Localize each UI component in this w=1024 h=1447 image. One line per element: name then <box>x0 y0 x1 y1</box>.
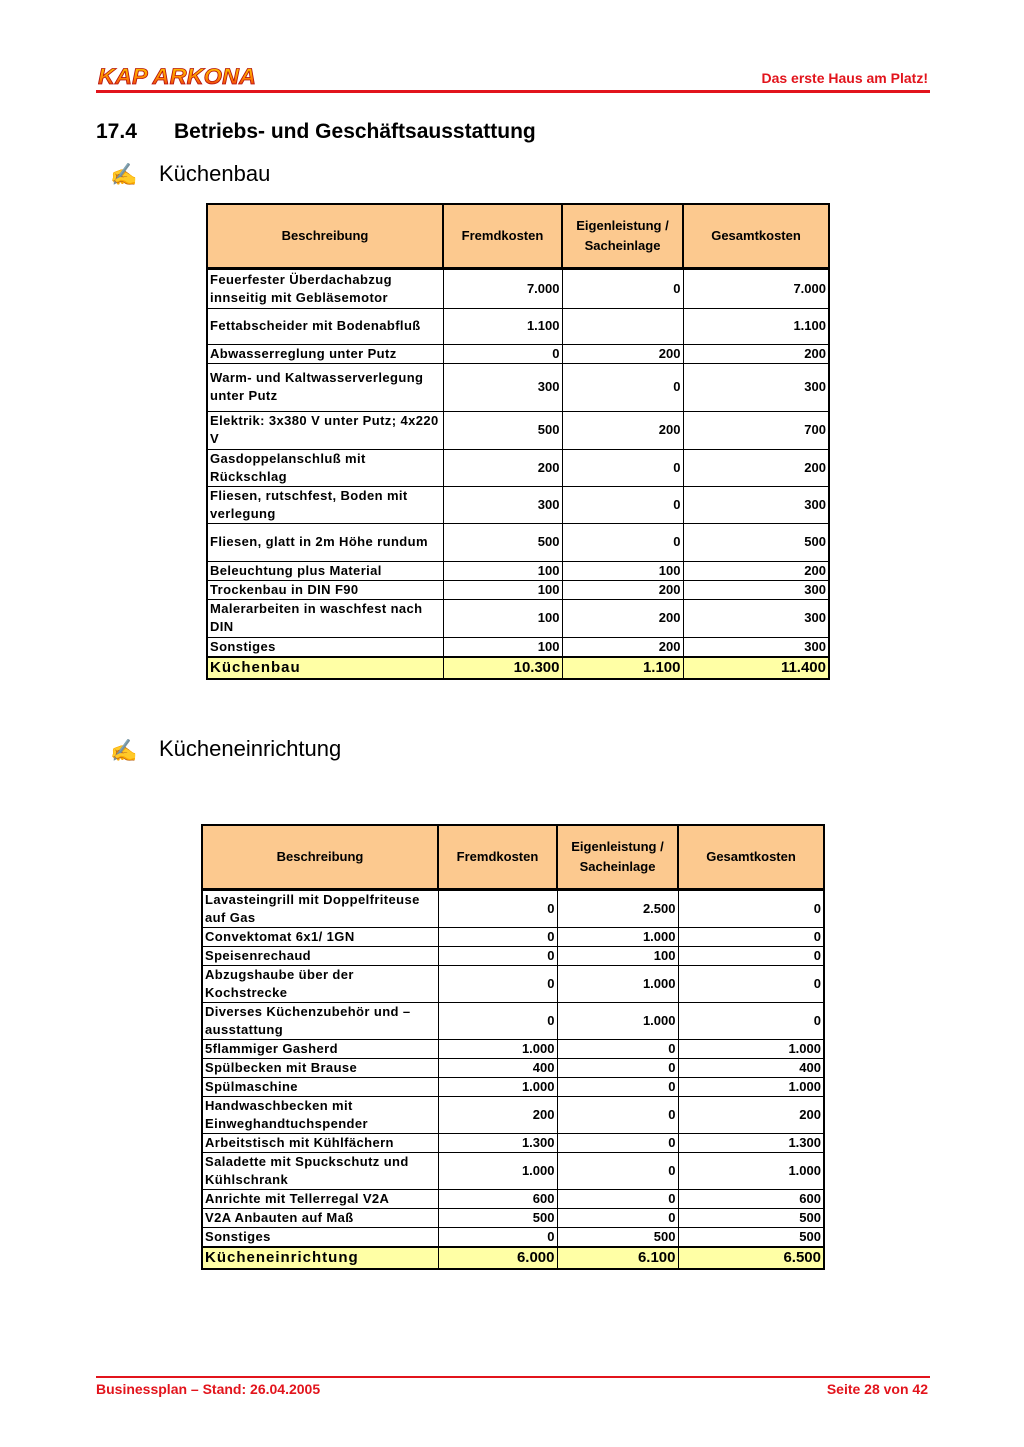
cell-fremdkosten: 1.000 <box>438 1152 557 1189</box>
table-row <box>202 889 824 927</box>
total-fremdkosten: 6.000 <box>438 1247 557 1269</box>
table-row <box>207 486 829 523</box>
cell-gesamtkosten: 300 <box>683 637 829 657</box>
total-gesamtkosten: 11.400 <box>683 657 829 679</box>
cell-fremdkosten: 100 <box>443 637 562 657</box>
cell-description: Fliesen, rutschfest, Boden mit verlegung <box>207 486 443 523</box>
cell-gesamtkosten: 200 <box>683 561 829 580</box>
cell-description: Trockenbau in DIN F90 <box>207 580 443 599</box>
section-title: Betriebs- und Geschäftsausstattung <box>174 120 536 143</box>
cell-description: Convektomat 6x1/ 1GN <box>202 927 438 946</box>
cell-gesamtkosten: 300 <box>683 363 829 411</box>
table-row <box>207 523 829 561</box>
table-row <box>207 599 829 637</box>
cell-fremdkosten: 0 <box>438 1002 557 1039</box>
cell-fremdkosten: 200 <box>438 1096 557 1133</box>
cell-description: Abwasserreglung unter Putz <box>207 344 443 363</box>
col-header-fremdkosten: Fremdkosten <box>443 204 562 268</box>
total-gesamtkosten: 6.500 <box>678 1247 824 1269</box>
table-row <box>202 1039 824 1058</box>
table-row <box>207 344 829 363</box>
header-tagline: Das erste Haus am Platz! <box>761 70 928 86</box>
cell-fremdkosten: 100 <box>443 599 562 637</box>
table-row <box>202 965 824 1002</box>
table-row <box>207 308 829 344</box>
cell-description: Saladette mit Spuckschutz und Kühlschrank <box>202 1152 438 1189</box>
cell-fremdkosten: 0 <box>438 1227 557 1247</box>
cell-eigenleistung: 2.500 <box>557 889 678 927</box>
cell-eigenleistung: 500 <box>557 1227 678 1247</box>
cell-eigenleistung: 0 <box>562 449 683 486</box>
cell-description: Fliesen, glatt in 2m Höhe rundum <box>207 523 443 561</box>
table-row <box>202 1189 824 1208</box>
cell-fremdkosten: 600 <box>438 1189 557 1208</box>
cell-eigenleistung: 0 <box>557 1152 678 1189</box>
cell-description: Arbeitstisch mit Kühlfächern <box>202 1133 438 1152</box>
total-eigenleistung: 6.100 <box>557 1247 678 1269</box>
total-row <box>207 657 829 679</box>
table-row <box>202 1058 824 1077</box>
cell-gesamtkosten: 500 <box>678 1208 824 1227</box>
header-divider <box>96 90 930 93</box>
cell-eigenleistung: 200 <box>562 599 683 637</box>
cell-fremdkosten: 0 <box>438 927 557 946</box>
cell-fremdkosten: 1.000 <box>438 1077 557 1096</box>
kuechenbau-table <box>206 203 830 680</box>
cell-gesamtkosten: 500 <box>683 523 829 561</box>
cell-fremdkosten: 1.300 <box>438 1133 557 1152</box>
kuecheneinrichtung-table <box>201 824 825 1270</box>
kuecheneinrichtung-heading: Kücheneinrichtung <box>159 736 342 761</box>
col-header-eigenleistung: Eigenleistung / Sacheinlage <box>557 825 678 889</box>
total-fremdkosten: 10.300 <box>443 657 562 679</box>
cell-description: Abzugshaube über der Kochstrecke <box>202 965 438 1002</box>
total-label: Küchenbau <box>207 657 443 679</box>
table-header-row <box>207 204 829 268</box>
cell-gesamtkosten: 1.100 <box>683 308 829 344</box>
cell-eigenleistung: 0 <box>557 1189 678 1208</box>
cell-eigenleistung: 0 <box>562 268 683 308</box>
cell-gesamtkosten: 500 <box>678 1227 824 1247</box>
cell-description: Handwaschbecken mit Einweghandtuchspender <box>202 1096 438 1133</box>
total-eigenleistung: 1.100 <box>562 657 683 679</box>
cell-gesamtkosten: 0 <box>678 1002 824 1039</box>
col-header-fremdkosten: Fremdkosten <box>438 825 557 889</box>
col-header-eigenleistung: Eigenleistung / Sacheinlage <box>562 204 683 268</box>
table-row <box>207 449 829 486</box>
cell-eigenleistung: 0 <box>562 363 683 411</box>
table-row <box>207 637 829 657</box>
cell-gesamtkosten: 0 <box>678 927 824 946</box>
cell-fremdkosten: 0 <box>438 965 557 1002</box>
cell-gesamtkosten: 300 <box>683 599 829 637</box>
cell-fremdkosten: 7.000 <box>443 268 562 308</box>
table-row <box>202 946 824 965</box>
cell-eigenleistung: 0 <box>557 1058 678 1077</box>
table-row <box>202 1096 824 1133</box>
col-header-gesamtkosten: Gesamtkosten <box>678 825 824 889</box>
cell-gesamtkosten: 0 <box>678 946 824 965</box>
table-row <box>202 927 824 946</box>
cell-gesamtkosten: 0 <box>678 889 824 927</box>
cell-description: Lavasteingrill mit Doppelfriteuse auf Gas <box>202 889 438 927</box>
cell-description: Sonstiges <box>207 637 443 657</box>
cell-fremdkosten: 100 <box>443 561 562 580</box>
cell-description: Malerarbeiten in waschfest nach DIN <box>207 599 443 637</box>
cell-gesamtkosten: 7.000 <box>683 268 829 308</box>
cell-description: Speisenrechaud <box>202 946 438 965</box>
cell-fremdkosten: 300 <box>443 486 562 523</box>
cell-eigenleistung: 200 <box>562 637 683 657</box>
cell-description: V2A Anbauten auf Maß <box>202 1208 438 1227</box>
cell-description: Diverses Küchenzubehör und –ausstattung <box>202 1002 438 1039</box>
section-number: 17.4 <box>96 120 137 143</box>
table-row <box>207 268 829 308</box>
footer-document-info: Businessplan – Stand: 26.04.2005 <box>96 1381 321 1397</box>
cell-gesamtkosten: 400 <box>678 1058 824 1077</box>
cell-gesamtkosten: 600 <box>678 1189 824 1208</box>
table-row <box>202 1152 824 1189</box>
total-label: Kücheneinrichtung <box>202 1247 438 1269</box>
cell-description: Fettabscheider mit Bodenabfluß <box>207 308 443 344</box>
cell-eigenleistung: 200 <box>562 580 683 599</box>
cell-gesamtkosten: 1.300 <box>678 1133 824 1152</box>
table-header-row <box>202 825 824 889</box>
cell-eigenleistung: 200 <box>562 411 683 449</box>
table-row <box>207 411 829 449</box>
cell-description: Feuerfester Überdachabzug innseitig mit Gebläsemotor <box>207 268 443 308</box>
cell-eigenleistung: 1.000 <box>557 1002 678 1039</box>
col-header-gesamtkosten: Gesamtkosten <box>683 204 829 268</box>
cell-eigenleistung: 1.000 <box>557 927 678 946</box>
cell-description: Elektrik: 3x380 V unter Putz; 4x220 V <box>207 411 443 449</box>
cell-eigenleistung: 0 <box>557 1208 678 1227</box>
cell-gesamtkosten: 0 <box>678 965 824 1002</box>
cell-gesamtkosten: 200 <box>678 1096 824 1133</box>
pen-bullet-icon: ✍ <box>110 738 138 763</box>
pen-bullet-icon: ✍ <box>110 162 138 187</box>
cell-fremdkosten: 500 <box>443 523 562 561</box>
cell-eigenleistung: 1.000 <box>557 965 678 1002</box>
cell-eigenleistung: 0 <box>557 1096 678 1133</box>
cell-description: Warm- und Kaltwasserverlegung unter Putz <box>207 363 443 411</box>
cell-eigenleistung: 100 <box>562 561 683 580</box>
cell-gesamtkosten: 200 <box>683 344 829 363</box>
cell-fremdkosten: 300 <box>443 363 562 411</box>
table-row <box>207 580 829 599</box>
cell-fremdkosten: 100 <box>443 580 562 599</box>
table-row <box>202 1227 824 1247</box>
cell-description: 5flammiger Gasherd <box>202 1039 438 1058</box>
footer-page-number: Seite 28 von 42 <box>826 1381 928 1397</box>
kuechenbau-heading: Küchenbau <box>159 161 271 186</box>
cell-gesamtkosten: 300 <box>683 486 829 523</box>
table-row <box>207 363 829 411</box>
footer-divider <box>96 1376 930 1378</box>
cell-fremdkosten: 1.000 <box>438 1039 557 1058</box>
logo-text: KAP ARKONA <box>98 64 256 88</box>
cell-eigenleistung: 0 <box>562 486 683 523</box>
cell-gesamtkosten: 300 <box>683 580 829 599</box>
table-row <box>207 561 829 580</box>
cell-fremdkosten: 0 <box>438 889 557 927</box>
cell-eigenleistung: 0 <box>557 1133 678 1152</box>
cell-gesamtkosten: 1.000 <box>678 1152 824 1189</box>
cell-description: Beleuchtung plus Material <box>207 561 443 580</box>
cell-description: Gasdoppelanschluß mit Rückschlag <box>207 449 443 486</box>
kap-arkona-logo <box>96 64 260 88</box>
cell-eigenleistung <box>562 308 683 344</box>
cell-gesamtkosten: 1.000 <box>678 1039 824 1058</box>
table-row <box>202 1208 824 1227</box>
table-row <box>202 1077 824 1096</box>
cell-eigenleistung: 0 <box>557 1039 678 1058</box>
cell-gesamtkosten: 1.000 <box>678 1077 824 1096</box>
cell-fremdkosten: 200 <box>443 449 562 486</box>
cell-eigenleistung: 100 <box>557 946 678 965</box>
cell-fremdkosten: 1.100 <box>443 308 562 344</box>
cell-fremdkosten: 500 <box>438 1208 557 1227</box>
cell-fremdkosten: 0 <box>438 946 557 965</box>
cell-gesamtkosten: 200 <box>683 449 829 486</box>
col-header-beschreibung: Beschreibung <box>202 825 438 889</box>
col-header-beschreibung: Beschreibung <box>207 204 443 268</box>
cell-description: Anrichte mit Tellerregal V2A <box>202 1189 438 1208</box>
total-row <box>202 1247 824 1269</box>
cell-fremdkosten: 0 <box>443 344 562 363</box>
cell-fremdkosten: 500 <box>443 411 562 449</box>
cell-description: Spülmaschine <box>202 1077 438 1096</box>
cell-description: Spülbecken mit Brause <box>202 1058 438 1077</box>
cell-eigenleistung: 0 <box>562 523 683 561</box>
table-row <box>202 1133 824 1152</box>
cell-description: Sonstiges <box>202 1227 438 1247</box>
table-row <box>202 1002 824 1039</box>
cell-gesamtkosten: 700 <box>683 411 829 449</box>
cell-eigenleistung: 0 <box>557 1077 678 1096</box>
cell-eigenleistung: 200 <box>562 344 683 363</box>
cell-fremdkosten: 400 <box>438 1058 557 1077</box>
